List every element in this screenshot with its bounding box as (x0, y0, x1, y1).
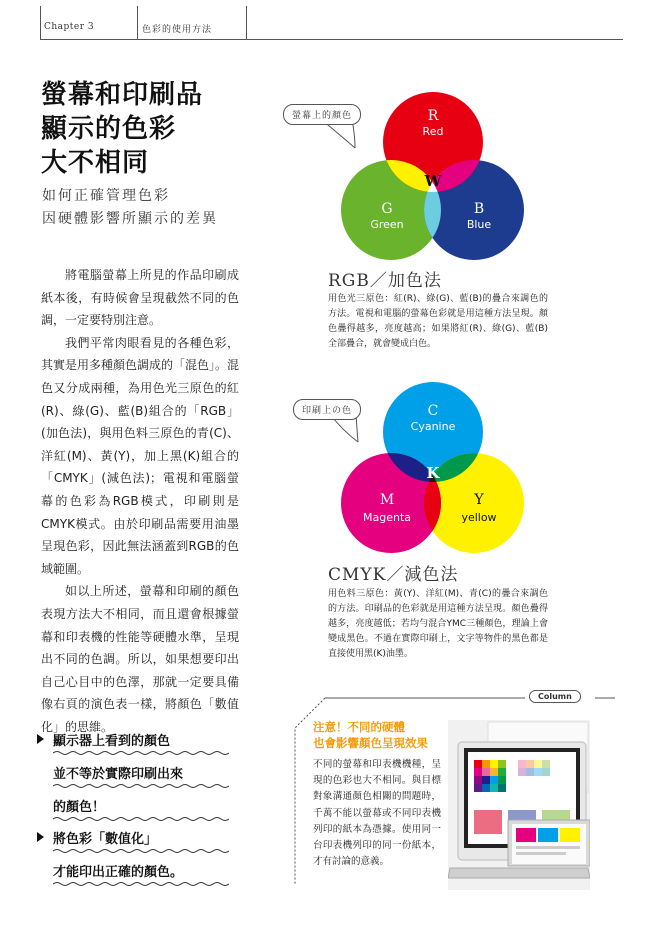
rgb-heading: RGB／加色法 (328, 271, 442, 291)
section-label: 色彩的使用方法 (142, 25, 213, 35)
c-name: Cyanine (410, 420, 456, 433)
subtitle-line: 如何正確管理色彩 (42, 188, 170, 204)
column-body: 不同的螢幕和印表機機種，呈現的色彩也大不相同。與目標對象溝通顏色相關的問題時，千萬不能以螢幕或不同印表機列印的紙本為憑據。使用同一台印表機列印的同一份紙本，才有討論的意義。 (313, 759, 441, 868)
m-letter: M (379, 492, 395, 508)
b-name: Blue (466, 218, 492, 231)
monitor-laptop-photo (448, 720, 590, 890)
wavy-underline (53, 783, 229, 789)
g-name: Green (370, 218, 404, 231)
r-name: Red (422, 125, 444, 138)
page-subtitle (42, 185, 218, 231)
wavy-underline (53, 848, 229, 854)
column-title-line: 也會影響顏色呈現效果 (313, 736, 428, 750)
bullet-line: 並不等於實際印刷出來 (53, 767, 184, 782)
body-paragraph: 如以上所述，螢幕和印刷的顏色表現方法大不相同，而且還會根據螢幕和印表機的性能等硬體水準，呈現出不同的色調。所以，如果想要印出自己心目中的色澤，那就一定要具備像右頁的演色表一樣，將顏色「數值化」的思維。 (41, 584, 239, 734)
y-letter: Y (474, 492, 484, 508)
bullet-line: 的顏色！ (53, 800, 106, 815)
cmyk-description: 用色料三原色：黃(Y)、洋紅(M)、青(C)的疊合來調色的方法。印刷品的色彩就是用這種方法呈現。顏色疊得越多，亮度越低；若均勻混合YMC三種顏色，理論上會變成黑色。不過在實際印刷上，文字等物件的黑色都是直接使用黑(K)油墨。 (328, 589, 548, 659)
w-letter: W (424, 172, 442, 190)
page-title (41, 78, 203, 180)
cmyk-bubble: 印刷上の色 (293, 399, 361, 420)
bullet-line: 顯示器上看到的顏色 (53, 734, 171, 749)
header-divider (40, 6, 41, 40)
title-line: 螢幕和印刷品 (41, 80, 204, 110)
subtitle-line: 因硬體影響所顯示的差異 (42, 211, 218, 227)
body-text (41, 264, 239, 738)
g-letter: G (381, 201, 393, 217)
k-letter: K (426, 464, 440, 482)
cmyk-heading: CMYK／減色法 (328, 565, 459, 585)
rgb-description: 用色光三原色：紅(R)、綠(G)、藍(B)的疊合來調色的方法。電視和電腦的螢幕色彩就是用這種方法呈現。顏色疊得越多，亮度越高；如果將紅(R)、綠(G)、藍(B)全部疊合，就會變成白色。 (328, 294, 548, 349)
title-line: 顯示的色彩 (41, 114, 177, 144)
title-line: 大不相同 (41, 148, 150, 178)
column-label: Column (529, 690, 581, 703)
chapter-label: Chapter 3 (44, 22, 95, 32)
r-letter: R (427, 108, 439, 124)
b-letter: B (473, 201, 485, 217)
column-title (313, 719, 428, 751)
wavy-underline (53, 881, 229, 887)
rgb-bubble: 螢幕上的顏色 (283, 104, 361, 125)
header-rule (40, 39, 623, 40)
triangle-bullet-icon (37, 734, 44, 744)
wavy-underline (53, 750, 229, 756)
m-name: Magenta (362, 511, 412, 524)
header-divider (246, 6, 247, 40)
column-title-line: 注意！不同的硬體 (313, 720, 405, 734)
y-name: yellow (461, 511, 497, 524)
bullet-line: 才能印出正確的顏色。 (53, 865, 184, 880)
triangle-bullet-icon (37, 832, 44, 842)
c-letter: C (427, 403, 439, 419)
body-paragraph: 我們平常肉眼看見的各種色彩，其實是用多種顏色調成的「混色」。混色又分成兩種，為用色光三原色的紅(R)、綠(G)、藍(B)組合的「RGB」(加色法)，與用色料三原色的青(C)、洋紅(M)、黃(Y)，加上黑(K)組合的「CMYK」(減色法)；電視和電腦螢幕的色彩為RGB模式，印刷則是CMYK模式。由於印刷品需要用油墨呈現色彩，因此無法涵蓋到RGB的色域範圍。 (41, 335, 240, 576)
header-divider (137, 6, 138, 40)
wavy-underline (53, 816, 229, 822)
body-paragraph: 將電腦螢幕上所見的作品印刷成紙本後，有時候會呈現截然不同的色調，一定要特別注意。 (41, 268, 239, 328)
bullet-line: 將色彩「數值化」 (53, 832, 158, 847)
